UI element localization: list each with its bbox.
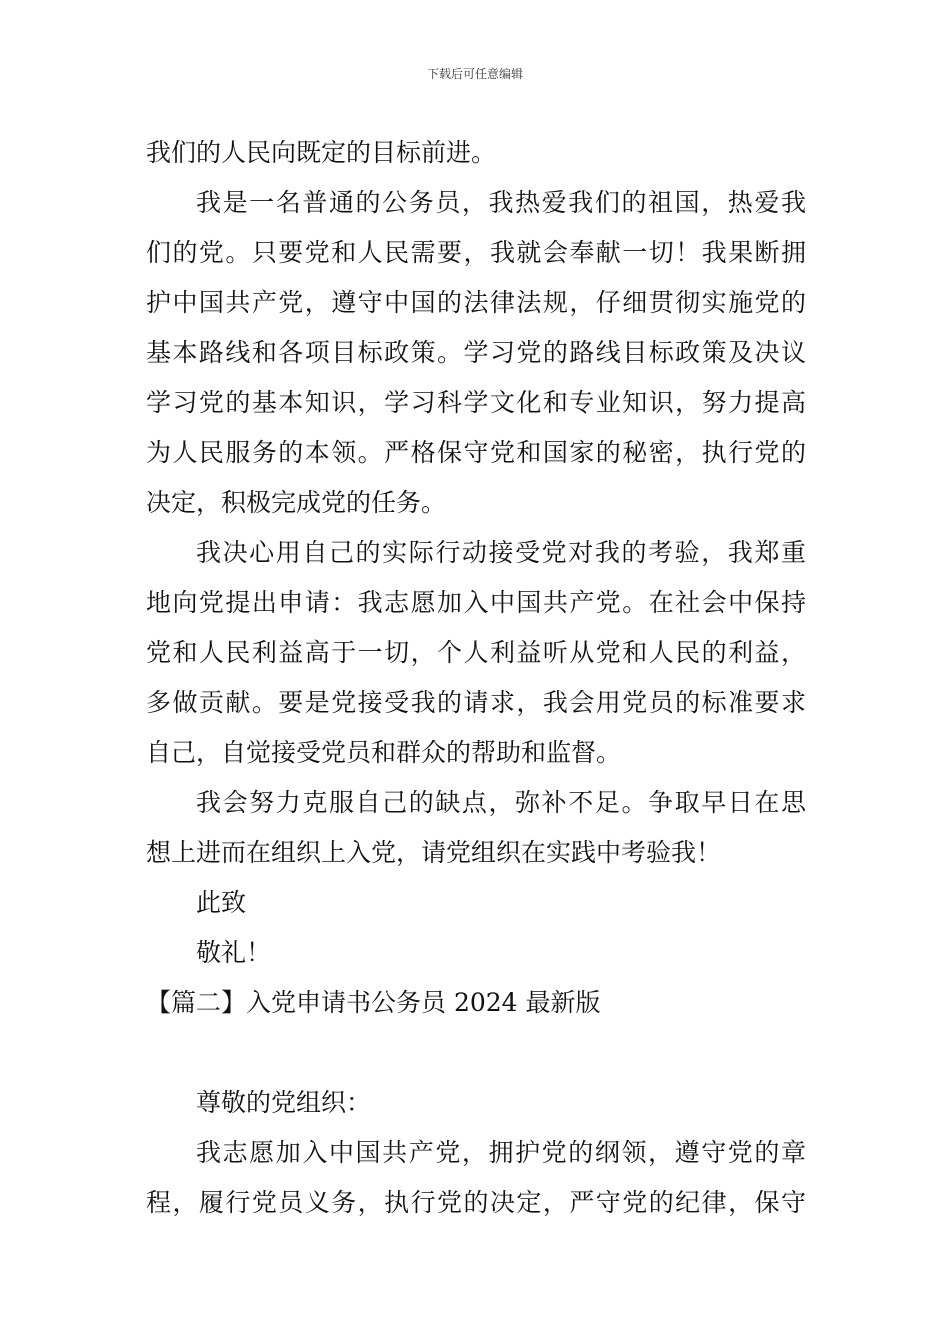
paragraph-line: 多做贡献。要是党接受我的请求，我会用党员的标准要求 [146,688,806,717]
paragraph-line: 我决心用自己的实际行动接受党对我的考验，我郑重 [196,538,806,567]
paragraph-line: 护中国共产党，遵守中国的法律法规，仔细贯彻实施党的 [146,288,806,317]
paragraph-line: 我是一名普通的公务员，我热爱我们的祖国，热爱我 [196,188,806,217]
salutation: 尊敬的党组织： [196,1088,372,1117]
paragraph-line: 我们的人民向既定的目标前进。 [146,138,497,167]
paragraph-line: 地向党提出申请：我志愿加入中国共产党。在社会中保持 [146,588,806,617]
paragraph-line: 想上进而在组织上入党，请党组织在实践中考验我！ [146,838,722,867]
paragraph-line: 党和人民利益高于一切，个人利益听从党和人民的利益， [146,638,806,667]
closing-line: 此致 [196,888,247,917]
paragraph-line: 基本路线和各项目标政策。学习党的路线目标政策及决议 [146,338,806,367]
paragraph-line: 我志愿加入中国共产党，拥护党的纲领，遵守党的章 [196,1138,806,1167]
blank-line [146,1028,806,1078]
paragraph-line: 决定，积极完成党的任务。 [146,488,447,517]
paragraph-line: 程，履行党员义务，执行党的决定，严守党的纪律，保守 [146,1188,806,1217]
section-title: 【篇二】入党申请书公务员 2024 最新版 [146,988,601,1017]
document-body [146,128,806,1228]
paragraph-line: 为人民服务的本领。严格保守党和国家的秘密，执行党的 [146,438,806,467]
paragraph-line: 自己，自觉接受党员和群众的帮助和监督。 [146,738,622,767]
paragraph-line: 我会努力克服自己的缺点，弥补不足。争取早日在思 [196,788,806,817]
header-note: 下载后可任意编辑 [426,67,523,81]
closing-line: 敬礼！ [196,938,272,967]
paragraph-line: 们的党。只要党和人民需要，我就会奉献一切！我果断拥 [146,238,806,267]
paragraph-line: 学习党的基本知识，学习科学文化和专业知识，努力提高 [146,388,806,417]
